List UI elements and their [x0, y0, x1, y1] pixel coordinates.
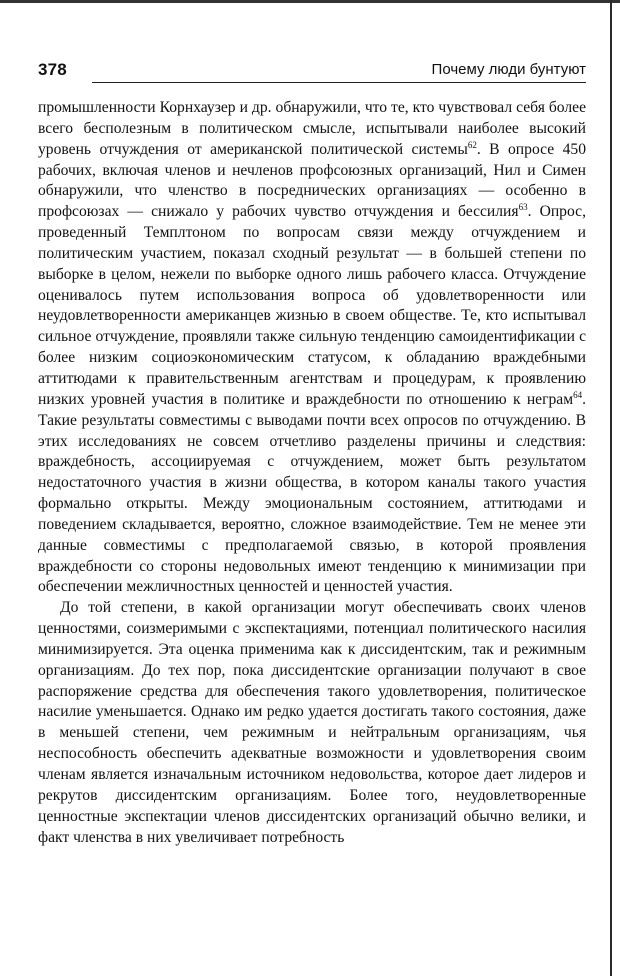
- paragraph-text: . В опросе 450 рабочих, включая членов и нечленов профсоюзных организаций, Нил и Симен обнаружили, что членство в посреднических организациях — особенно в профсоюзах — снижало у рабочих чувство отчуждения и бессилия: [38, 140, 586, 221]
- running-title: Почему люди бунтуют: [431, 61, 586, 78]
- paragraph-1: [38, 98, 586, 598]
- footnote-ref-62: 62: [467, 139, 477, 150]
- paragraph-text: промышленности Корнхаузер и др. обнаружили, что те, кто чувствовал себя более всего бесполезным в политическом смысле, испытывали наиболее высокий уровень отчуждения от американской политической системы: [38, 99, 586, 158]
- paragraph-text: . Опрос, проведенный Темплтоном по вопросам связи между отчуждением и политическим участием, показал сходный результат — в большей степени по выборке в целом, нежели по выборке одного лишь рабочего класса. Отчуждение оценивалось путем использования вопроса об удовлетворенности или неудовлетворенности американцев жизнью в своем обществе. Те, кто испытывал сильное отчуждение, проявляли также сильную тенденцию самоидентификации с более низким социоэкономическим статусом, к обладанию враждебными аттитюдами к правительственным агентствам и процедурам, к проявлению низких уровней участия в политике и враждебности по отношению к неграм: [38, 203, 586, 408]
- footnote-ref-64: 64: [573, 389, 583, 400]
- body-text: [38, 98, 586, 848]
- footnote-ref-63: 63: [518, 202, 528, 213]
- scan-edge-top: [0, 0, 620, 3]
- header-rule: [92, 82, 586, 83]
- paragraph-text: . Такие результаты совместимы с выводами почти всех опросов по отчуждению. В этих исследованиях не совсем отчетливо разделены причины и следствия: враждебность, ассоциируемая с отчуждением, может быть результатом недостаточного участия в жизни общества, в котором каналы такого участия формально открыты. Между эмоциональным состоянием, аттитюдами и поведением складывается, вероятно, сложное взаимодействие. Тем не менее эти данные совместимы с предполагаемой связью, в которой проявления враждебности со стороны недовольных имеют тенденцию к минимизации при обеспечении межличностных ценностей и ценностей участия.: [38, 390, 586, 596]
- page-number: 378: [38, 60, 67, 79]
- scan-edge-right: [610, 0, 612, 976]
- page-header: [38, 58, 586, 84]
- paragraph-text: До той степени, в какой организации могут обеспечивать своих членов ценностями, соизмеримыми с экспектациями, потенциал политического насилия минимизируется. Эта оценка применима как к диссидентским, так и режимным организациям. До тех пор, пока диссидентские организации получают в свое распоряжение средства для обеспечения такого удовлетворения, политическое насилие уменьшается. Однако им редко удается достигать такого состояния, даже в меньшей степени, чем режимным и нейтральным организациям, чья неспособность обеспечить адекватные возможности и удовлетворения своим членам является изначальным источником недовольства, которое дает лидеров и рекрутов диссидентским организациям. Более того, неудовлетворенные ценностные экспектации членов диссидентских организаций обычно велики, и факт членства в них увеличивает потребность: [38, 599, 586, 846]
- paragraph-2: [38, 598, 586, 848]
